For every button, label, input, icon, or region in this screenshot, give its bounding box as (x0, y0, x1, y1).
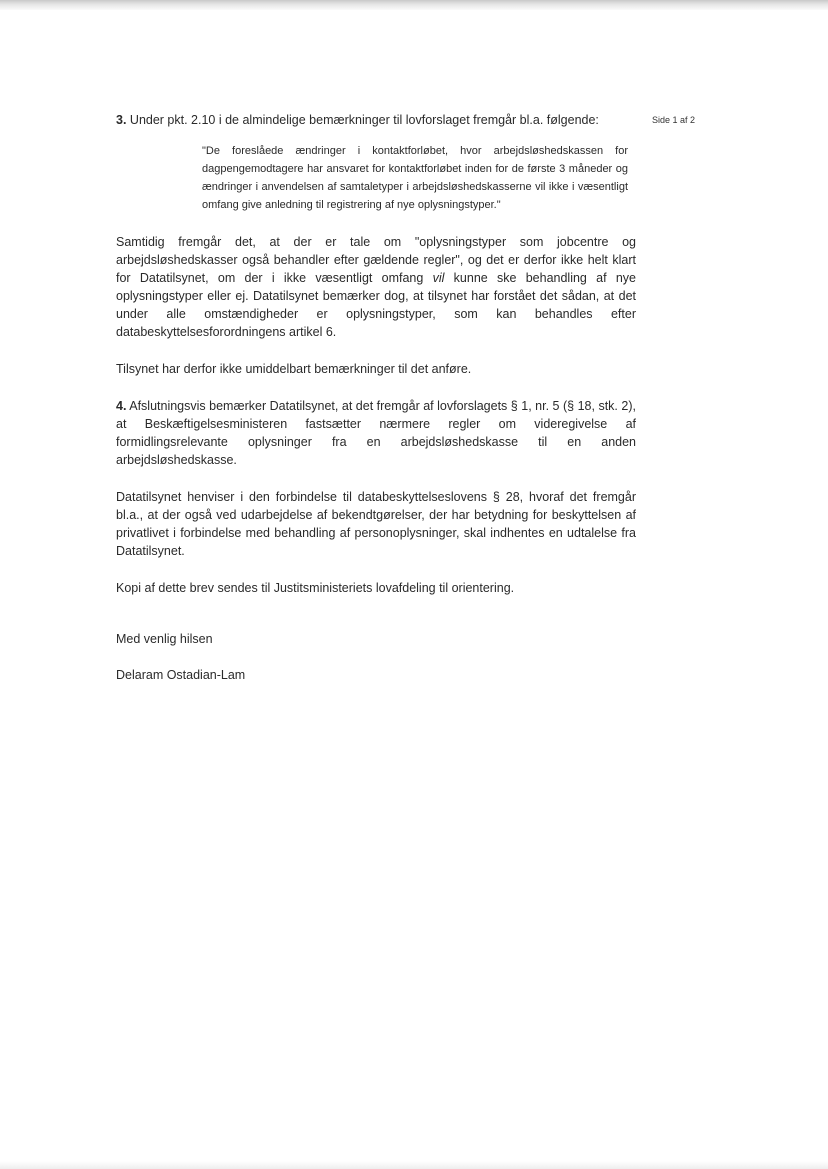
section-number: 3. (116, 113, 127, 127)
letter-body (116, 111, 636, 702)
emphasis-text: vil (432, 271, 445, 285)
block-quote: "De foreslåede ændringer i kontaktforløbet, hvor arbejdsløshedskassen for dagpengemodtagere har ansvaret for kontaktforløbet inden for de første 3 måneder og ændringer i anvendelsen af samtaletyper i arbejdsløshedskasserne vil ikke i væsentligt omfang give anledning til registrering af nye oplysningstyper." (202, 145, 628, 211)
scan-bottom-edge (0, 1161, 828, 1169)
paragraph-text: kunne ske behandling af nye oplysningstyper eller ej. Datatilsynet bemærker dog, at tilsynet har forstået det sådan, at det under alle omstændigheder er oplysningstyper, som kan behandles efter databeskyttelsesforordningens artikel 6. (116, 271, 636, 339)
scan-top-edge (0, 0, 828, 10)
paragraph-text: Samtidig fremgår det, at der er tale om "oplysningstyper som jobcentre og arbejdsløshedskasser også behandler efter gældende regler", og det er derfor ikke helt klart for Datatilsynet, om der i ikke væsentligt omfang (116, 235, 636, 285)
section-4-paragraph (116, 397, 636, 469)
section-4-text: Afslutningsvis bemærker Datatilsynet, at det fremgår af lovforslagets § 1, nr. 5 (§ 18, stk. 2), at Beskæftigelsesministeren fastsætter nærmere regler om videregivelse af formidlingsrelevante oplysninger fra en arbejdsløshedskasse til en anden arbejdsløshedskasse. (116, 399, 636, 467)
paragraph-tilsynet: Tilsynet har derfor ikke umiddelbart bemærkninger til det anføre. (116, 362, 472, 376)
section-3-text: Under pkt. 2.10 i de almindelige bemærkninger til lovforslaget fremgår bl.a. følgende: (126, 113, 599, 127)
paragraph-henviser: Datatilsynet henviser i den forbindelse til databeskyttelseslovens § 28, hvoraf det fremgår bl.a., at der også ved udarbejdelse af bekendtgørelser, der har betydning for beskyttelsen af privatlivet i forbindelse med behandling af personoplysninger, skal indhentes en udtalelse fra Datatilsynet. (116, 490, 636, 558)
section-3-paragraph (116, 111, 636, 129)
signer-name: Delaram Ostadian-Lam (116, 668, 246, 682)
section-number: 4. (116, 399, 127, 413)
paragraph-samtidig (116, 233, 636, 341)
paragraph-kopi: Kopi af dette brev sendes til Justitsministeriets lovafdeling til orientering. (116, 581, 515, 595)
page-number: Side 1 af 2 (652, 115, 696, 125)
closing-greeting: Med venlig hilsen (116, 632, 213, 646)
